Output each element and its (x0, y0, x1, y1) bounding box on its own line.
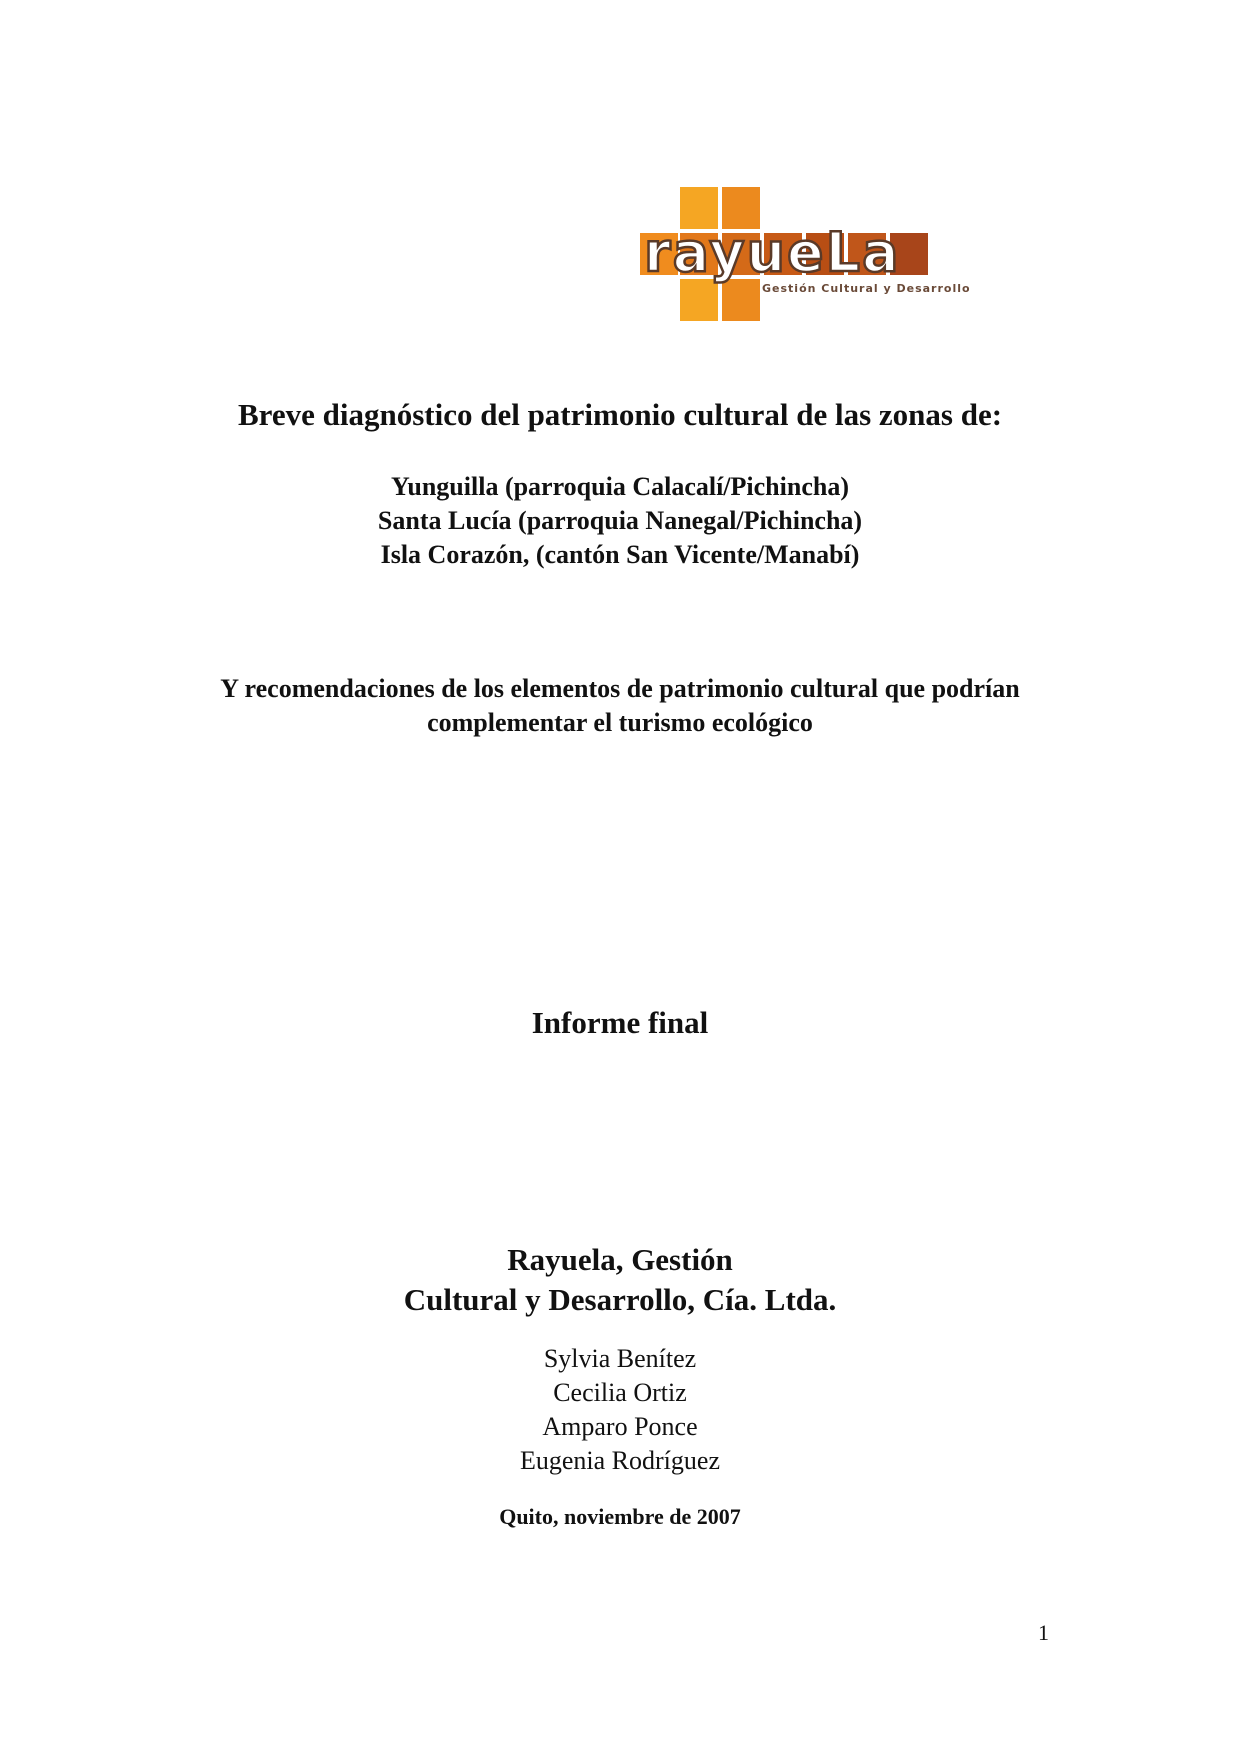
logo-wordmark: rayueLa (644, 221, 901, 284)
logo-square (722, 279, 760, 321)
author-name: Amparo Ponce (542, 1412, 698, 1441)
zone-item: Isla Corazón, (cantón San Vicente/Manabí) (380, 540, 860, 569)
authors-list (0, 1342, 1240, 1478)
page-number: 1 (1038, 1620, 1049, 1645)
logo-tagline: Gestión Cultural y Desarrollo (762, 282, 971, 295)
author-name: Sylvia Benítez (543, 1344, 697, 1373)
rayuela-logo-graphic (640, 185, 1030, 325)
report-title: Informe final (531, 1005, 709, 1040)
zones-list (0, 470, 1240, 572)
document-title: Breve diagnóstico del patrimonio cultural de las zonas de: (237, 397, 1003, 432)
recommendations-subtitle: Y recomendaciones de los elementos de patrimonio cultural que podrían complementar el turismo ecológico (220, 674, 1020, 737)
logo-square (680, 279, 718, 321)
rayuela-logo (640, 185, 1030, 325)
zone-item: Yunguilla (parroquia Calacalí/Pichincha) (391, 472, 849, 501)
author-name: Eugenia Rodríguez (520, 1446, 720, 1475)
zone-item: Santa Lucía (parroquia Nanegal/Pichincha) (377, 506, 863, 535)
organization-line: Cultural y Desarrollo, Cía. Ltda. (403, 1282, 837, 1317)
place-date: Quito, noviembre de 2007 (499, 1504, 741, 1529)
author-name: Cecilia Ortiz (553, 1378, 687, 1407)
organization-line: Rayuela, Gestión (507, 1242, 733, 1277)
organization-name (0, 1240, 1240, 1320)
